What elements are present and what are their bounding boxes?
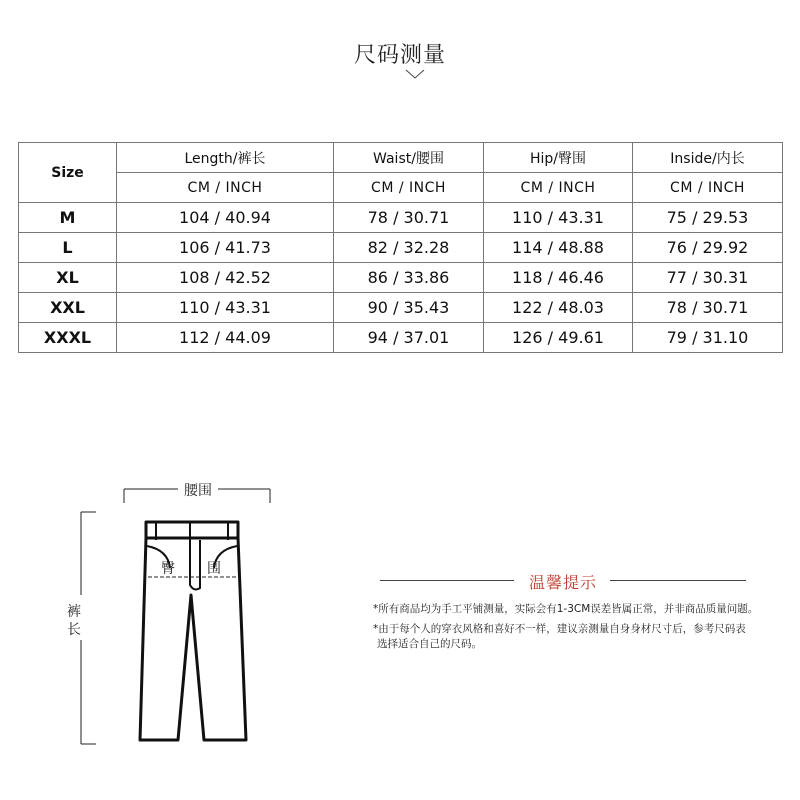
chevron-down-icon bbox=[405, 69, 425, 79]
table-cell: 75 / 29.53 bbox=[633, 203, 783, 233]
table-row bbox=[19, 323, 783, 353]
size-cell: XXXL bbox=[19, 323, 117, 353]
table-cell: 110 / 43.31 bbox=[484, 203, 633, 233]
column-header: Hip/臀围 bbox=[484, 143, 633, 173]
unit-header: CM / INCH bbox=[334, 173, 484, 203]
table-cell: 114 / 48.88 bbox=[484, 233, 633, 263]
length-label-bottom: 长 bbox=[67, 622, 81, 638]
size-cell: XXL bbox=[19, 293, 117, 323]
size-cell: L bbox=[19, 233, 117, 263]
column-header: Inside/内长 bbox=[633, 143, 783, 173]
tip-note-1: *所有商品均为手工平铺测量，实际会有1-3CM误差皆属正常，并非商品质量问题。 bbox=[373, 603, 759, 615]
pants-icon bbox=[140, 522, 246, 740]
table-cell: 78 / 30.71 bbox=[334, 203, 484, 233]
hip-label-left: 臀 bbox=[161, 561, 175, 577]
table-cell: 104 / 40.94 bbox=[117, 203, 334, 233]
table-cell: 77 / 30.31 bbox=[633, 263, 783, 293]
page-title: 尺码测量 bbox=[353, 43, 446, 68]
table-cell: 78 / 30.71 bbox=[633, 293, 783, 323]
column-header: Length/裤长 bbox=[117, 143, 334, 173]
tips-title: 温馨提示 bbox=[528, 573, 597, 592]
table-cell: 112 / 44.09 bbox=[117, 323, 334, 353]
column-header: Waist/腰围 bbox=[334, 143, 484, 173]
table-cell: 79 / 31.10 bbox=[633, 323, 783, 353]
size-cell: M bbox=[19, 203, 117, 233]
unit-header: CM / INCH bbox=[117, 173, 334, 203]
length-label-top: 裤 bbox=[67, 604, 81, 620]
table-cell: 82 / 32.28 bbox=[334, 233, 484, 263]
tip-note-2: *由于每个人的穿衣风格和喜好不一样，建议亲测量自身身材尺寸后，参考尺码表 bbox=[373, 623, 746, 635]
unit-header: CM / INCH bbox=[633, 173, 783, 203]
size-cell: XL bbox=[19, 263, 117, 293]
table-header-row bbox=[19, 143, 783, 173]
tip-note-2-continued: 选择适合自己的尺码。 bbox=[377, 638, 482, 650]
unit-header: CM / INCH bbox=[484, 173, 633, 203]
size-table bbox=[18, 142, 783, 353]
table-cell: 86 / 33.86 bbox=[334, 263, 484, 293]
table-row bbox=[19, 203, 783, 233]
table-cell: 76 / 29.92 bbox=[633, 233, 783, 263]
table-cell: 94 / 37.01 bbox=[334, 323, 484, 353]
table-row bbox=[19, 233, 783, 263]
waist-label: 腰围 bbox=[184, 483, 212, 499]
table-cell: 126 / 49.61 bbox=[484, 323, 633, 353]
table-row bbox=[19, 263, 783, 293]
table-cell: 106 / 41.73 bbox=[117, 233, 334, 263]
hip-label-right: 围 bbox=[207, 561, 221, 577]
table-cell: 90 / 35.43 bbox=[334, 293, 484, 323]
length-measure-line bbox=[81, 512, 96, 744]
table-cell: 122 / 48.03 bbox=[484, 293, 633, 323]
table-row bbox=[19, 293, 783, 323]
size-header: Size bbox=[19, 143, 117, 203]
table-cell: 110 / 43.31 bbox=[117, 293, 334, 323]
table-unit-row bbox=[19, 173, 783, 203]
table-cell: 118 / 46.46 bbox=[484, 263, 633, 293]
table-cell: 108 / 42.52 bbox=[117, 263, 334, 293]
